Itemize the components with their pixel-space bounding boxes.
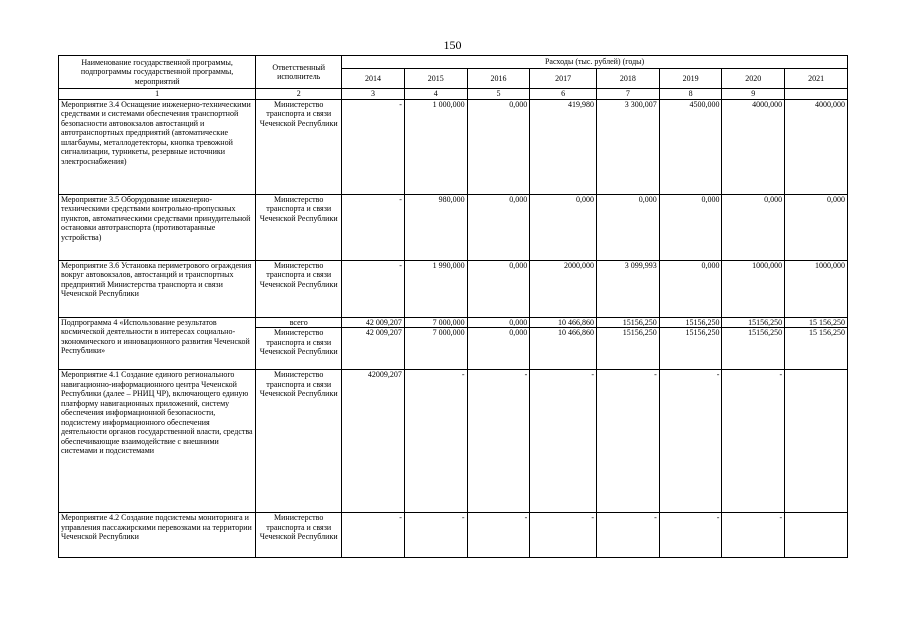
value-cell: 0,000 xyxy=(659,260,722,317)
value-cell: 15156,250 xyxy=(722,328,785,370)
value-cell: - xyxy=(597,370,660,513)
subprogram-total-row xyxy=(59,317,848,328)
executor-cell: Министерство транспорта и связи Чеченской Республики xyxy=(256,99,342,194)
value-cell: - xyxy=(342,260,405,317)
column-number: 1 xyxy=(59,89,256,100)
executor-cell: Министерство транспорта и связи Чеченской Республики xyxy=(256,194,342,260)
column-number: 2 xyxy=(256,89,342,100)
activity-name: Мероприятие 3.6 Установка периметрового ограждения вокруг автовокзалов, автостанций и транспортных предприятий Министерства транспорта и связи Чеченской Республики xyxy=(59,260,256,317)
executor-cell: Министерство транспорта и связи Чеченской Республики xyxy=(256,260,342,317)
value-cell: - xyxy=(342,99,405,194)
activity-name: Мероприятие 3.4 Оснащение инженерно-техническими средствами и системами обеспечения транспортной безопасности автовокзалов автостанций и автотранспортных предприятий (автоматические шлагбаумы, металлодетекторы, кнопка тревожной сигнализации, турникеты, резервные источники электроснабжения) xyxy=(59,99,256,194)
column-number xyxy=(785,89,848,100)
value-cell: 1 990,000 xyxy=(404,260,467,317)
value-cell: - xyxy=(467,370,530,513)
table-row xyxy=(59,99,848,194)
column-number: 3 xyxy=(342,89,405,100)
activity-name: Мероприятие 4.1 Создание единого регионального навигационно-информационного центра Чеченской Республики (далее – РНИЦ ЧР), включающего единую платформу навигационных приложений, систему обеспечения информационной безопасности, подсистему информационного обеспечения деятельности органов государственной власти, средства обеспечивающие взаимодействие с внешними системами и подсистемами xyxy=(59,370,256,513)
table-row xyxy=(59,194,848,260)
value-cell: 15156,250 xyxy=(659,328,722,370)
year-header: 2020 xyxy=(722,69,785,89)
value-cell: - xyxy=(530,513,597,558)
value-cell: 2000,000 xyxy=(530,260,597,317)
value-cell: 15156,250 xyxy=(597,328,660,370)
value-cell: 0,000 xyxy=(659,194,722,260)
year-header: 2017 xyxy=(530,69,597,89)
value-cell: 15 156,250 xyxy=(785,317,848,328)
value-cell xyxy=(785,513,848,558)
year-header: 2015 xyxy=(404,69,467,89)
value-cell: 0,000 xyxy=(467,194,530,260)
subprogram-name: Подпрограмма 4 «Использование результатов космической деятельности в интересах социально-экономического и инновационного развития Чеченской Республики» xyxy=(59,317,256,370)
table-row xyxy=(59,370,848,513)
budget-table xyxy=(58,55,848,558)
activity-name: Мероприятие 4.2 Создание подсистемы мониторинга и управления пассажирскими перевозками на территории Чеченской Республики xyxy=(59,513,256,558)
value-cell: 1 000,000 xyxy=(404,99,467,194)
value-cell: 15156,250 xyxy=(659,317,722,328)
value-cell: 1000,000 xyxy=(722,260,785,317)
year-header: 2014 xyxy=(342,69,405,89)
value-cell: 0,000 xyxy=(530,194,597,260)
value-cell: 3 099,993 xyxy=(597,260,660,317)
column-number: 7 xyxy=(597,89,660,100)
value-cell: 0,000 xyxy=(467,328,530,370)
value-cell: 419,980 xyxy=(530,99,597,194)
table-row xyxy=(59,260,848,317)
value-cell: 1000,000 xyxy=(785,260,848,317)
value-cell: 42 009,207 xyxy=(342,317,405,328)
column-number-row xyxy=(59,89,848,100)
executor-cell: Министерство транспорта и связи Чеченской Республики xyxy=(256,328,342,370)
name-column-header: Наименование государственной программы, подпрограммы государственной программы, мероприятий xyxy=(59,56,256,89)
value-cell xyxy=(785,370,848,513)
value-cell: - xyxy=(597,513,660,558)
column-number: 4 xyxy=(404,89,467,100)
page-number: 150 xyxy=(443,38,462,52)
value-cell: 7 000,000 xyxy=(404,328,467,370)
value-cell: - xyxy=(722,513,785,558)
executor-cell: всего xyxy=(256,317,342,328)
value-cell: 10 466,860 xyxy=(530,328,597,370)
value-cell: 0,000 xyxy=(467,260,530,317)
year-header: 2016 xyxy=(467,69,530,89)
year-header: 2019 xyxy=(659,69,722,89)
value-cell: 15 156,250 xyxy=(785,328,848,370)
value-cell: - xyxy=(342,194,405,260)
value-cell: 4000,000 xyxy=(785,99,848,194)
value-cell: 10 466,860 xyxy=(530,317,597,328)
value-cell: 42 009,207 xyxy=(342,328,405,370)
value-cell: - xyxy=(659,513,722,558)
value-cell: - xyxy=(467,513,530,558)
year-header: 2018 xyxy=(597,69,660,89)
value-cell: 0,000 xyxy=(785,194,848,260)
column-number: 9 xyxy=(722,89,785,100)
value-cell: 0,000 xyxy=(722,194,785,260)
value-cell: 3 300,007 xyxy=(597,99,660,194)
value-cell: - xyxy=(404,370,467,513)
executor-column-header: Ответственный исполнитель xyxy=(256,56,342,89)
value-cell: 980,000 xyxy=(404,194,467,260)
column-number: 6 xyxy=(530,89,597,100)
column-number: 5 xyxy=(467,89,530,100)
value-cell: 4500,000 xyxy=(659,99,722,194)
column-number: 8 xyxy=(659,89,722,100)
value-cell: 0,000 xyxy=(467,317,530,328)
value-cell: 15156,250 xyxy=(722,317,785,328)
value-cell: - xyxy=(659,370,722,513)
value-cell: 0,000 xyxy=(597,194,660,260)
year-header: 2021 xyxy=(785,69,848,89)
value-cell: - xyxy=(722,370,785,513)
value-cell: - xyxy=(342,513,405,558)
value-cell: 15156,250 xyxy=(597,317,660,328)
executor-cell: Министерство транспорта и связи Чеченской Республики xyxy=(256,513,342,558)
expenses-header: Расходы (тыс. рублей) (годы) xyxy=(342,56,848,69)
value-cell: 0,000 xyxy=(467,99,530,194)
value-cell: - xyxy=(404,513,467,558)
value-cell: 7 000,000 xyxy=(404,317,467,328)
executor-cell: Министерство транспорта и связи Чеченской Республики xyxy=(256,370,342,513)
header-row xyxy=(59,56,848,69)
table-row xyxy=(59,513,848,558)
activity-name: Мероприятие 3.5 Оборудование инженерно-техническими средствами контрольно-пропускных пунктов, автоматическими средствами принудительной остановки автотранспорта (противотаранные устройства) xyxy=(59,194,256,260)
value-cell: - xyxy=(530,370,597,513)
value-cell: 4000,000 xyxy=(722,99,785,194)
value-cell: 42009,207 xyxy=(342,370,405,513)
